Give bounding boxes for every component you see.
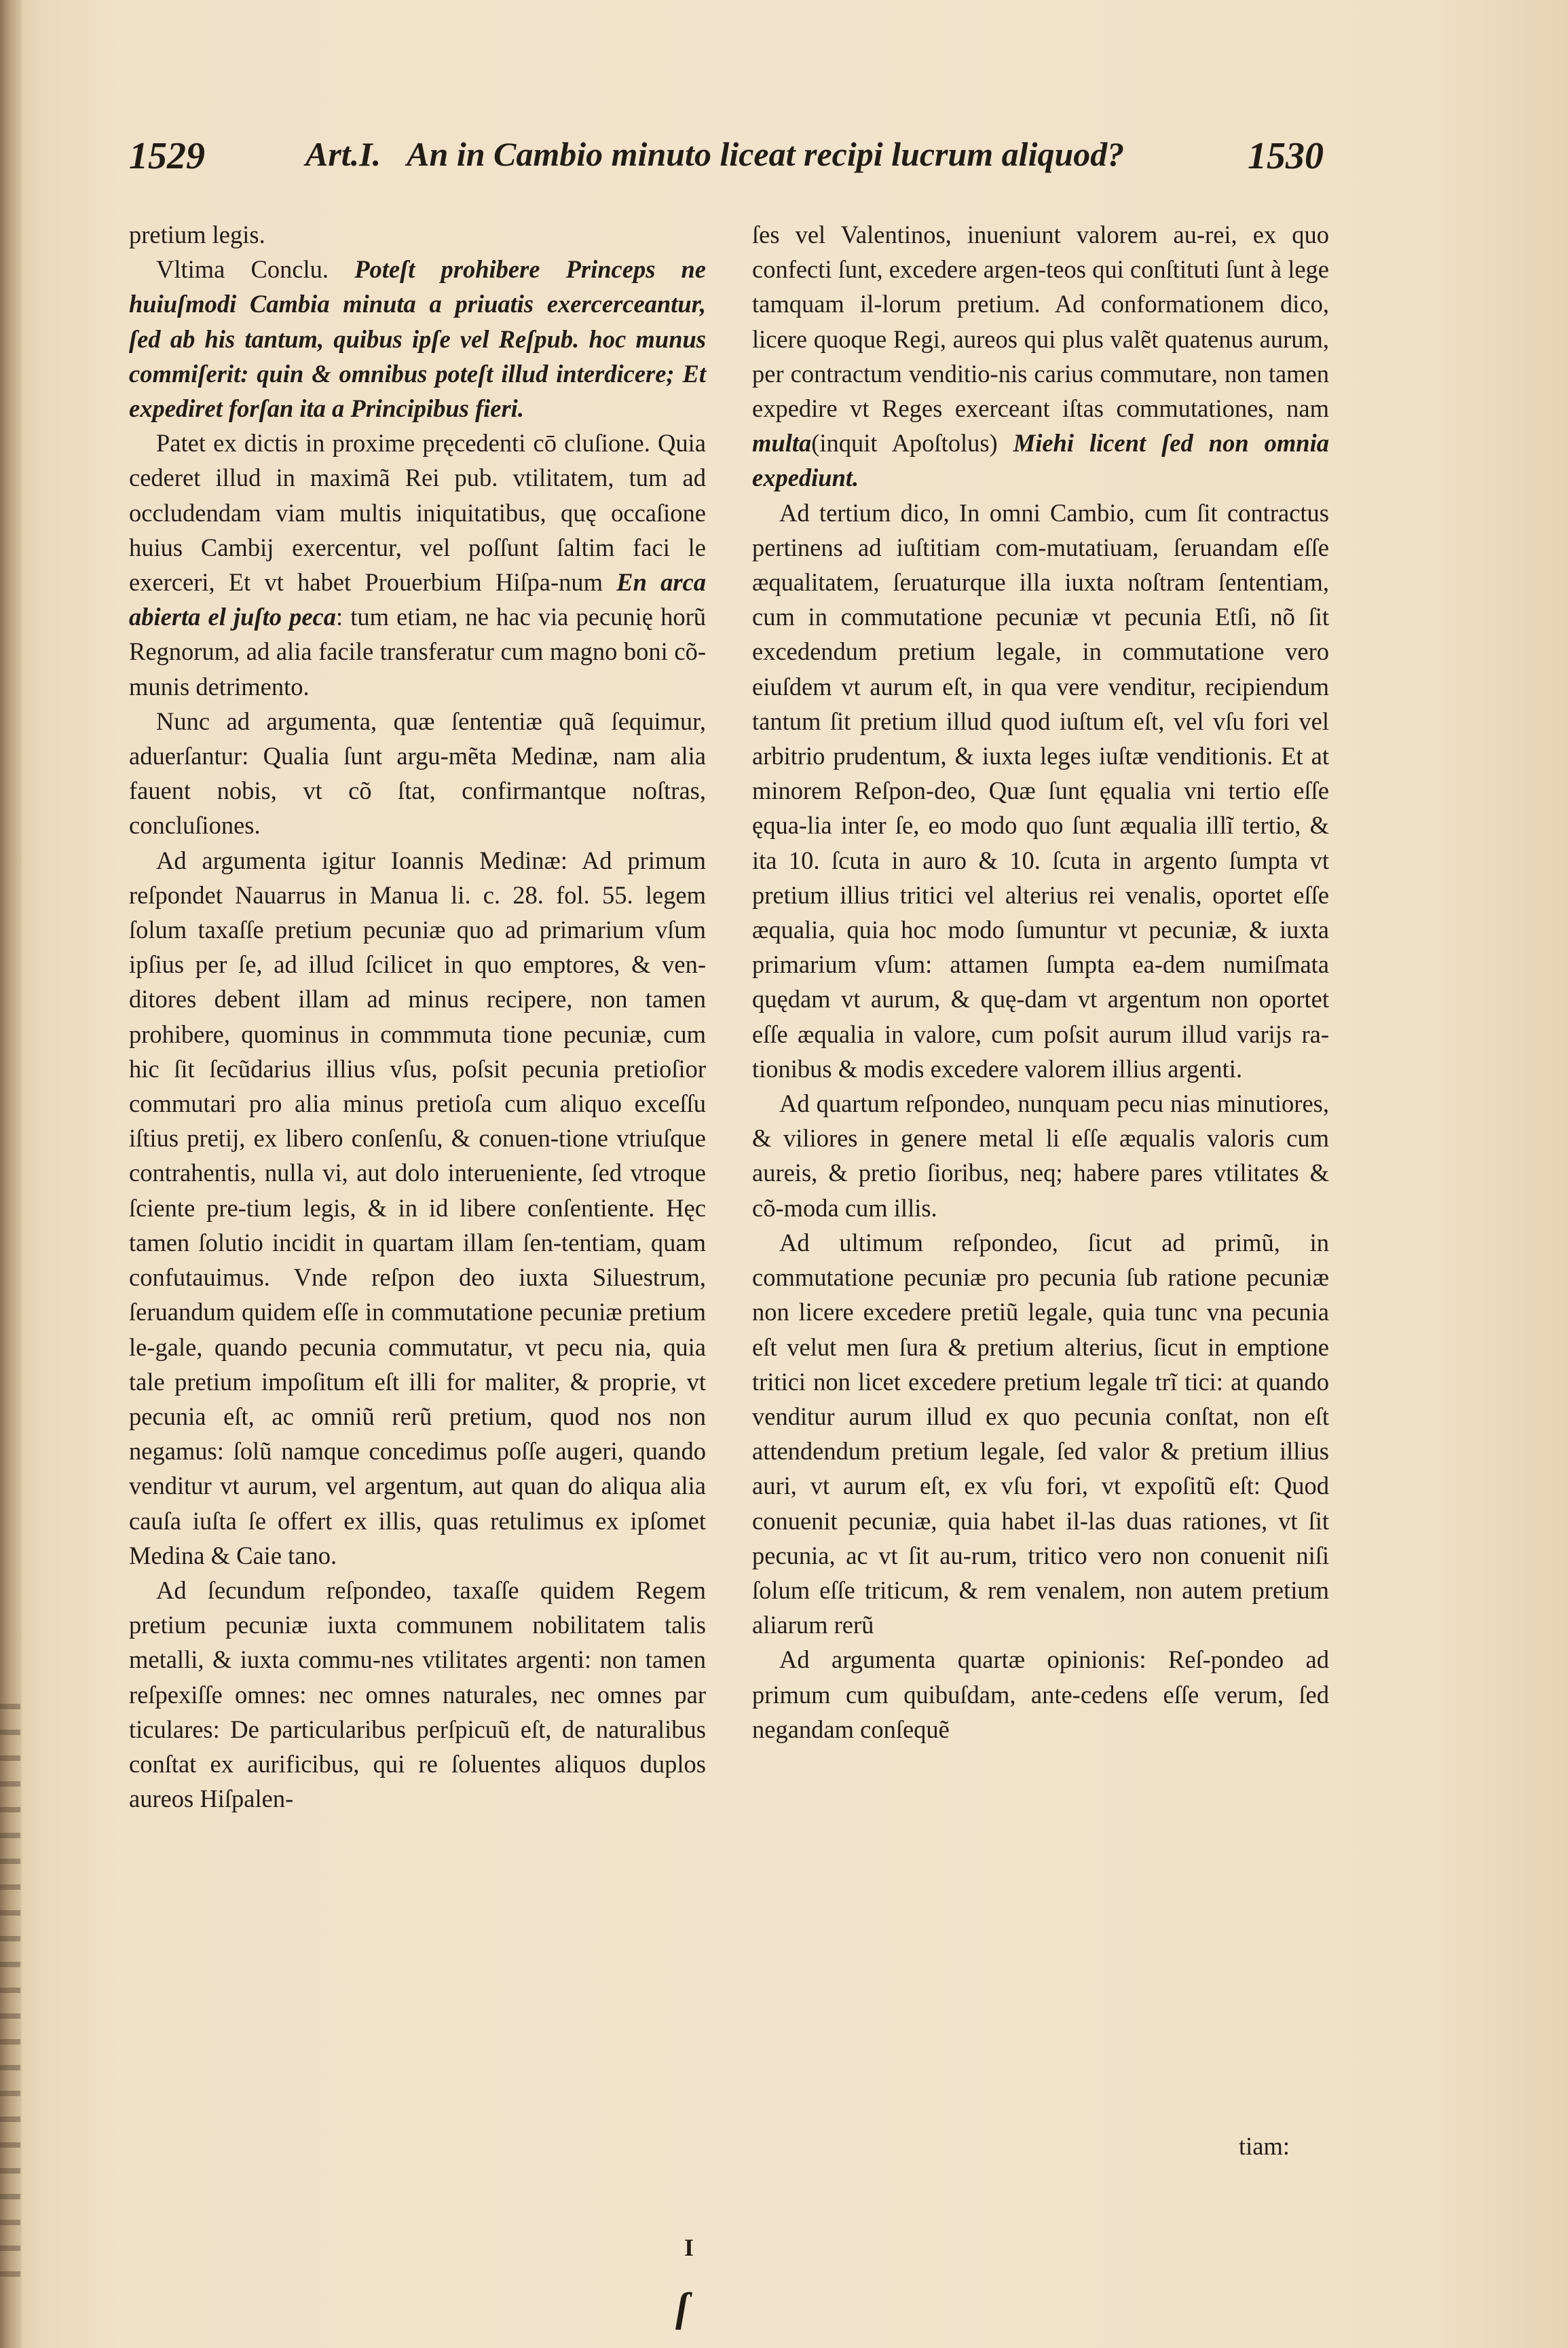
paragraph: Ad ſecundum reſpondeo, taxaſſe quidem Regem pretium pecuniæ iuxta communem nobilitatem talis metalli, & iuxta commu-nes vtilitates argenti: non tamen reſpexiſſe omnes: nec omnes naturales, nec omnes par ticulares: De particularibus perſpicuũ eſt, de naturalibus conſtat ex aurificibus, qui re ſoluentes aliquos duplos aureos Hiſpalen- [129,1576,706,1813]
left-column [129,217,706,1816]
running-title [305,134,1256,174]
paragraph: Nunc ad argumenta, quæ ſententiæ quã ſequimur, aduerſantur: Qualia ſunt argu-mẽta Medinæ, nam alia fauent nobis, vt cõ ſtat, confirmantque noſtras, concluſiones. [129,707,706,840]
paragraph: Ad ultimum reſpondeo, ſicut ad primũ, in commutatione pecuniæ pro pecunia ſub ratione pecuniæ non licere excedere pretiũ legale, quia tunc vna pecunia eſt velut men ſura & pretium alterius, ſicut in emptione tritici non licet excedere pretium legale trĩ tici: at quando venditur aurum illud ex quo pecunia conſtat, non eſt attendendum pretium legale, ſed valor & pretium illius auri, vt aurum eſt, ex vſu fori, vt expoſitũ eſt: Quod conuenit pecuniæ, quia habet il-las duas rationes, vt ſit pecunia, ac vt ſit au-rum, tritico vero non conuenit niſi ſolum eſſe triticum, & rem venalem, non autem pretium aliarum rerũ [752,1228,1329,1639]
signature-mark: I [684,2234,694,2261]
text-run: (inquit Apoſtolus) [811,429,998,458]
paragraph [129,426,706,704]
running-head [129,134,1324,195]
paragraph: Ad quartum reſpondeo, nunquam pecu nias minutiores, & viliores in genere metal li eſſe æqualis valoris cum aureis, & pretio ſioribus, neq; habere pares vtilitates & cõ-moda cum illis. [752,1089,1329,1222]
paragraph: pretium legis. [129,221,265,248]
italic-word: multa [752,429,812,458]
text-run: Patet ex dictis in proxime pręcedenti cō cluſione. Quia cederet illud in maximã Rei pub. vtilitatem, tum ad occludendam viam multis iniquitatibus, quę occaſione huius Cambij exercentur, vel poſſunt ſaltim faci le exerceri, Et vt habet Prouerbium Hiſpa-num [129,429,706,597]
title-text: An in Cambio minuto liceat recipi lucrum aliquod? [407,135,1125,173]
margin-marks [0,1683,20,2294]
bottom-mark: ſ [675,2285,689,2330]
catchword: tiam: [1238,2132,1290,2160]
text-run: : tum etiam, ne hac via pecunię horũ Regnorum, ad alia facile transferatur cum magno boni cõ-munis detrimento. [129,603,706,701]
folio-left: 1529 [129,135,205,177]
paragraph-conclusion [129,252,706,426]
text-run: ſes vel Valentinos, inueniunt valorem au-rei, ex quo confecti ſunt, excedere argen-teos qui conſtituti ſunt à lege tamquam il-lorum pretium. Ad conformationem dico, licere quoque Regi, aureos qui plus valẽt quatenus aurum, per contractum venditio-nis carius commutare, non tamen expedire vt Reges exerceant iſtas commutationes, nam [752,221,1329,423]
right-column [752,217,1329,1747]
folio-right: 1530 [1248,135,1324,177]
scripture-quote: Miehi licent ſed non omnia expediunt. [752,429,1329,492]
article-label: Art.I. [305,135,381,173]
paragraph: Ad tertium dico, In omni Cambio, cum ſit contractus pertinens ad iuſtitiam com-mutatiuam, ſeruandam eſſe æqualitatem, ſeruaturque illa iuxta noſtram ſententiam, cum in commutatione pecuniæ vt pecunia Etſi, nõ ſit excedendum pretium legale, in commutatione vero eiuſdem vt aurum eſt, in qua vere venditur, recipiendum tantum ſit pretium illud quod iuſtum eſt, vel vſu fori vel arbitrio prudentum, & iuxta leges iuſtæ venditionis. Et at minorem Reſpon-deo, Quæ ſunt ęqualia vni tertio eſſe ęqua-lia inter ſe, eo modo quo ſunt æqualia illĩ tertio, & ita 10. ſcuta in auro & 10. ſcuta in argento ſumpta vt pretium illius tritici vel alterius rei venalis, oportet eſſe æqualia, quia hoc modo ſumuntur vt pecuniæ, & iuxta primarium vſum: attamen ſumpta ea-dem numiſmata quędam vt aurum, & quę-dam vt argentum non oportet eſſe æqualia in valore, cum poſsit aurum illud varijs ra-tionibus & modis excedere valorem illius argenti. [752,498,1329,1083]
paragraph: Ad argumenta igitur Ioannis Medinæ: Ad primum reſpondet Nauarrus in Manua li. c. 28. fol. 55. legem ſolum taxaſſe pretium pecuniæ quo ad primarium vſum ipſius per ſe, ad illud ſcilicet in quo emptores, & ven-ditores debent illam ad minus recipere, non tamen prohibere, quominus in commmuta tione pecuniæ, cum hic ſit ſecũdarius illius vſus, poſsit pecunia pretioſior commutari pro alia minus pretioſa cum aliquo exceſſu iſtius pretij, ex libero conſenſu, & conuen-tione vtriuſque contrahentis, nulla vi, aut dolo interueniente, ſed vtroque ſciente pre-tium legis, & in id libere conſentiente. Hęc tamen ſolutio incidit in quartam illam ſen-tentiam, quam confutauimus. Vnde reſpon deo iuxta Siluestrum, ſeruandum quidem eſſe in commutatione pecuniæ pretium le-gale, quando pecunia commutatur, vt pecu nia, quia tale pretium impoſitum eſt illi for maliter, & proprie, vt pecunia eſt, ac omniũ rerũ pretium, quod nos non negamus: ſolũ namque concedimus poſſe augeri, quando venditur vt aurum, vel argentum, aut quan do aliqua alia cauſa iuſta ſe offert ex illis, quas retulimus ex ipſomet Medina & Caie tano. [129,846,706,1569]
conclusion-label: Vltima Conclu. [156,255,329,284]
conclusion-text: Poteſt prohibere Princeps ne huiuſmodi Cambia minuta a priuatis exercerceantur, ſed ab his tantum, quibus ipſe vel Reſpub. hoc munus commiſerit: quin & omnibus poteſt illud interdicere; Et expediret forſan ita a Principibus fieri. [129,255,707,423]
paragraph [752,217,1329,496]
proverb: En arca abierta el juſto peca [129,568,706,631]
paragraph: Ad argumenta quartæ opinionis: Reſ-pondeo ad primum cum quibuſdam, ante-cedens eſſe verum, ſed negandam conſequẽ [752,1645,1329,1743]
